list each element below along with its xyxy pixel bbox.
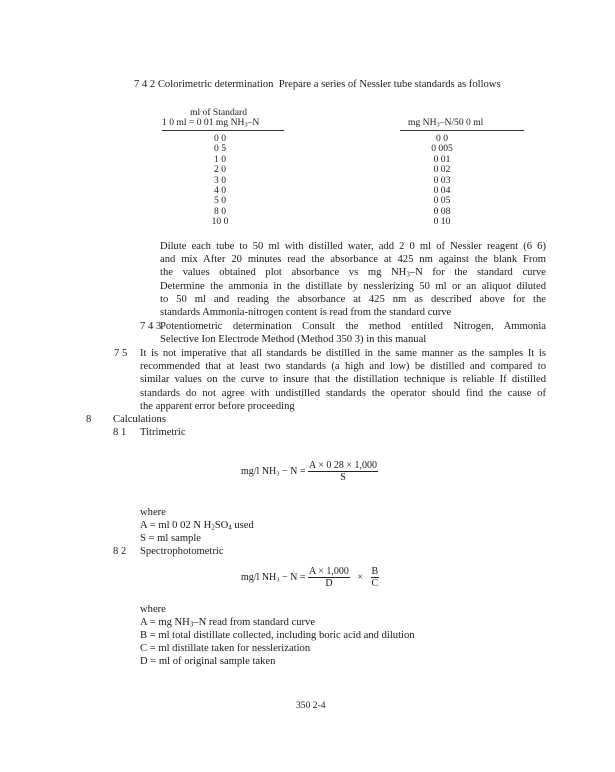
equation-fraction (308, 566, 350, 589)
table-cell-ml: 3 0 (214, 174, 226, 186)
table-cell-mg: 0 005 (431, 143, 453, 155)
titrimetric-equation (241, 460, 378, 483)
table-cell-mg: 0 01 (433, 153, 451, 165)
table-cell-mg: 0 02 (433, 164, 451, 176)
where-label: where (140, 507, 166, 518)
section-8-title: Calculations (113, 414, 166, 425)
equation-denominator-2: C (371, 578, 379, 589)
table-col1-header-line2: 1 0 ml = 0 01 mg $NH_3-N$ (162, 117, 260, 129)
paragraph-line: Potentiometric determination Consult the method entitled Nitrogen, Ammonia (160, 321, 546, 332)
table-col2-header: mg $NH_3-N/50$ 0 ml (408, 117, 484, 129)
equation-fraction (308, 460, 378, 483)
equation-denominator: D (325, 578, 333, 589)
table-cell-mg: 0 05 (433, 195, 451, 207)
section-82-number: 8 2 (113, 546, 127, 557)
paragraph-line: standards do not agree with undistilled standards the operator should find the cause of (140, 387, 546, 399)
equation-fraction-2 (371, 566, 380, 589)
table-cell-ml: 8 0 (214, 205, 226, 217)
paragraph-line: the values obtained plot absorbance vs mg $NH_3-N$ for the standard curve (160, 267, 546, 280)
spectrophotometric-equation (241, 566, 379, 589)
section-743-number: 7 4 3 (140, 321, 162, 332)
equation-numerator: A × 0 28 × 1,000 (309, 460, 377, 471)
table-cell-ml: 4 0 (214, 185, 226, 197)
equation-numerator-2: B (371, 566, 379, 577)
section-81-title: Titrimetric (140, 427, 186, 438)
section-75-paragraph (140, 347, 546, 413)
page-number: 350 2-4 (296, 700, 326, 711)
table-cell-ml: 0 5 (214, 143, 226, 155)
definition-C: C = ml distillate taken for nesslerization (140, 643, 311, 654)
table-col-ml (190, 134, 250, 228)
paragraph-line: Determine the ammonia in the distillate by nesslerizing 50 ml or an aliquot diluted (160, 280, 546, 292)
equation-lhs: mg/l $NH_3 - N$ = (241, 571, 306, 584)
table-cell-mg: 0 03 (433, 174, 451, 186)
section-742-heading (134, 78, 501, 91)
paragraph-line: recommended that at least two standards (a high and low) be distilled and compared to (140, 361, 546, 373)
where-label: where (140, 604, 166, 615)
paragraph-line: Dilute each tube to 50 ml with distilled water, add 2 0 ml of Nessler reagent (6 6) (160, 241, 546, 252)
table-cell-mg: 0 10 (433, 216, 451, 228)
section-8-number: 8 (86, 414, 92, 425)
section-title: Colorimetric determination (157, 79, 274, 90)
definition-A: A = ml 0 02 N $H_2SO_4$ used (140, 520, 254, 532)
equation-denominator: S (340, 472, 346, 483)
section-82-title: Spectrophotometric (140, 546, 224, 557)
paragraph-line: and mix After 20 minutes read the absorbance at 425 nm against the blank From (160, 254, 546, 266)
equation-lhs: mg/l $NH_3 - N$ = (241, 465, 306, 478)
table-cell-mg: 0 04 (433, 185, 451, 197)
table-cell-ml: 10 0 (211, 216, 229, 228)
paragraph-line: It is not imperative that all standards be distilled in the same manner as the samples It is (140, 348, 546, 359)
table-cell-mg: 0 08 (433, 205, 451, 217)
definition-B: B = ml total distillate collected, including boric acid and dilution (140, 630, 415, 641)
section-75-number: 7 5 (114, 348, 128, 359)
table-col-mg (412, 134, 472, 228)
definition-D: D = ml of original sample taken (140, 656, 276, 667)
paragraph-line: similar values on the curve to insure that the distillation technique is reliable If distilled (140, 374, 546, 386)
table-col1-header-line1: ml of Standard (190, 107, 248, 118)
equation-times: × (357, 571, 363, 583)
table-col1-rule (162, 130, 284, 131)
table-col2-rule (400, 130, 524, 131)
table-cell-ml: 0 0 (214, 133, 226, 144)
table-cell-ml: 2 0 (214, 164, 226, 176)
section-742-paragraph (160, 240, 546, 319)
section-text: Prepare a series of Nessler tube standards as follows (278, 79, 501, 90)
paragraph-line: Selective Ion Electrode Method (Method 350 3) in this manual (160, 334, 427, 346)
section-81-number: 8 1 (113, 427, 127, 438)
paragraph-line: to 50 ml and reading the absorbance at 425 nm as described above for the (160, 293, 546, 305)
equation-numerator: A × 1,000 (309, 566, 349, 577)
table-cell-ml: 1 0 (214, 153, 226, 165)
paragraph-line: standards Ammonia-nitrogen content is read from the standard curve (160, 307, 452, 319)
paragraph-line: the apparent error before proceeding (140, 400, 295, 412)
section-743-paragraph (160, 320, 546, 346)
section-number: 7 4 2 (134, 79, 156, 90)
table-cell-ml: 5 0 (214, 195, 226, 207)
definition-A: A = mg $NH_3-N$ read from standard curve (140, 617, 316, 629)
definition-S: S = ml sample (140, 533, 202, 544)
table-cell-mg: 0 0 (436, 133, 448, 144)
